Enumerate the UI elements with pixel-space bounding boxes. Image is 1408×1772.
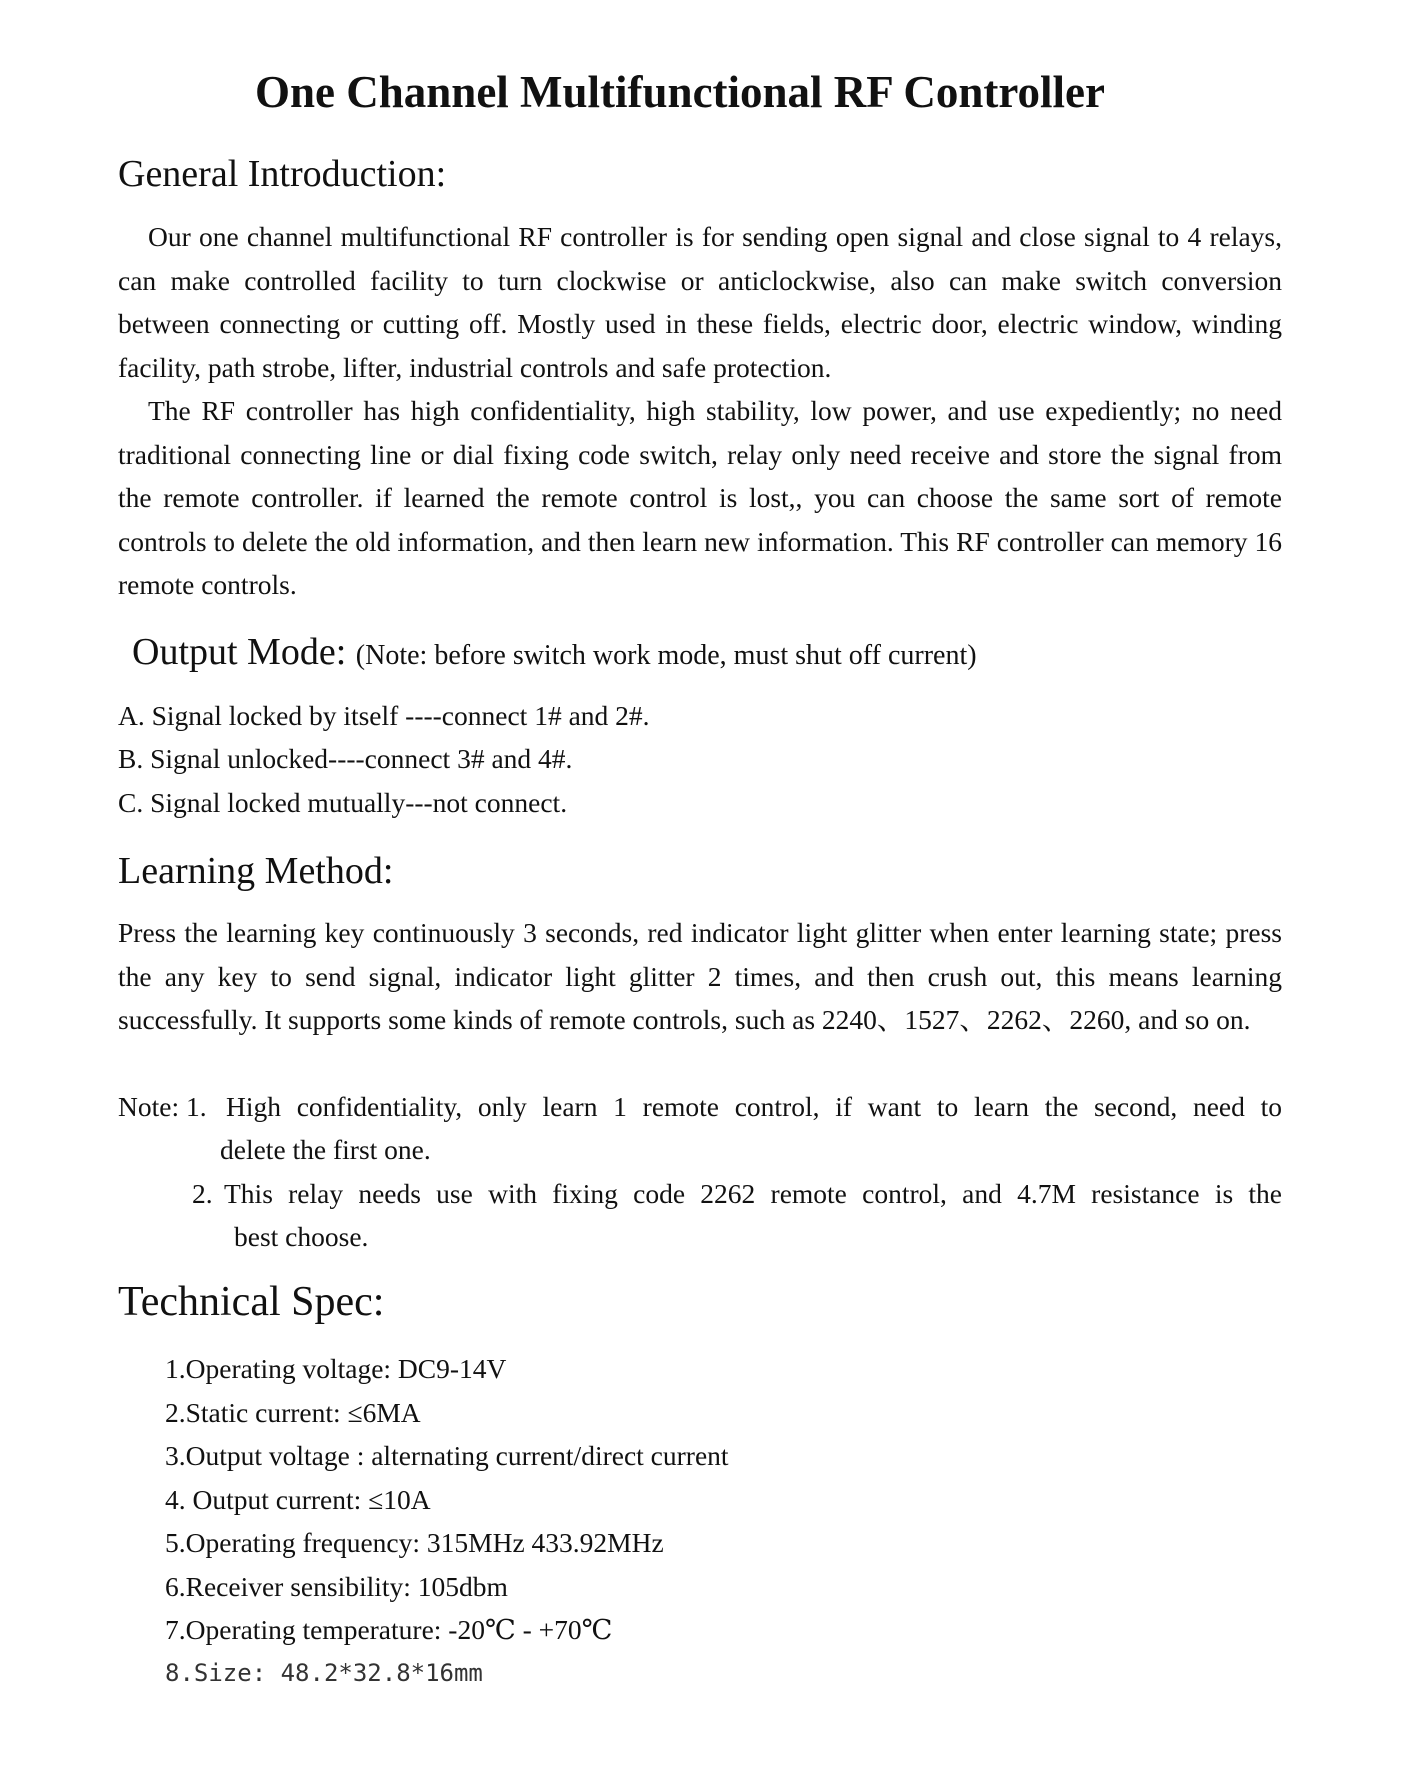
learning-paragraph: Press the learning key continuously 3 seconds, red indicator light glitter when enter learning state; press the any key to send signal, indicator light glitter 2 times, and then crush out, this means learning successfully. It supports some kinds of remote controls, such as 2240、1527、2262、2260, and so on. [118, 917, 1282, 1035]
learning-note-1-line-2: delete the first one. [220, 1134, 431, 1165]
output-mode-heading [132, 628, 977, 680]
intro-paragraph-2 [118, 389, 1282, 607]
learning-note-2-prefix: 2. [192, 1178, 213, 1209]
output-mode-item-a: A. Signal locked by itself ----connect 1# and 2#. [118, 700, 650, 731]
output-mode-note: (Note: before switch work mode, must shut off current) [355, 640, 977, 671]
spec-item-3: 3.Output voltage : alternating current/direct current [165, 1440, 729, 1471]
intro-paragraph-1 [118, 215, 1282, 389]
general-introduction-heading: General Introduction: [118, 153, 447, 195]
learning-note-1-line-1: High confidentiality, only learn 1 remote control, if want to learn the second, need to [226, 1091, 1282, 1122]
spec-item-5: 5.Operating frequency: 315MHz 433.92MHz [165, 1527, 664, 1558]
learning-method-heading: Learning Method: [118, 850, 394, 892]
spec-item-8: 8.Size: 48.2*32.8*16mm [165, 1659, 483, 1687]
output-mode-item-b: B. Signal unlocked----connect 3# and 4#. [118, 743, 573, 774]
output-mode-item-c: C. Signal locked mutually---not connect. [118, 787, 568, 818]
document-title: One Channel Multifunctional RF Controller [254, 67, 1105, 117]
intro-paragraph-1-text: Our one channel multifunctional RF controller is for sending open signal and close signal to 4 relays, can make controlled facility to turn clockwise or anticlockwise, also can make switch conversion between connecting or cutting off. Mostly used in these fields, electric door, electric window, winding facility, path strobe, lifter, industrial controls and safe protection. [118, 221, 1282, 383]
spec-item-1: 1.Operating voltage: DC9-14V [165, 1353, 507, 1384]
learning-note-2-line-2: best choose. [234, 1221, 369, 1252]
technical-spec-heading: Technical Spec: [118, 1279, 385, 1325]
output-mode-heading-text: Output Mode: [132, 631, 347, 673]
spec-item-7: 7.Operating temperature: -20℃ - +70℃ [165, 1614, 613, 1645]
learning-note-1-prefix: Note: 1. [118, 1091, 207, 1122]
intro-paragraph-2-text: The RF controller has high confidentiality, high stability, low power, and use expediently; no need traditional connecting line or dial fixing code switch, relay only need receive and store the signal from the remote controller. if learned the remote control is lost,, you can choose the same sort of remote controls to delete the old information, and then learn new information. This RF controller can memory 16 remote controls. [118, 395, 1282, 600]
spec-item-6: 6.Receiver sensibility: 105dbm [165, 1571, 508, 1602]
spec-item-2: 2.Static current: ≤6MA [165, 1397, 421, 1428]
spec-item-4: 4. Output current: ≤10A [165, 1484, 431, 1515]
learning-note-2-line-1: This relay needs use with fixing code 2262 remote control, and 4.7M resistance is the [224, 1178, 1282, 1209]
